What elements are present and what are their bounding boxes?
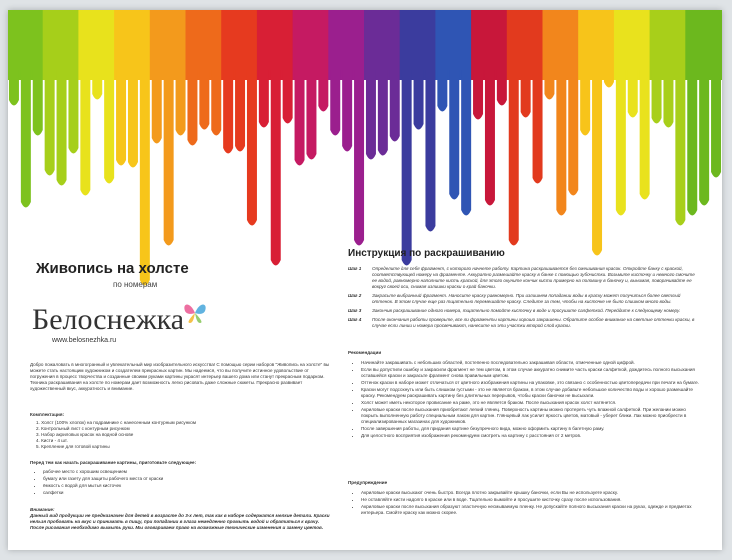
kit-heading: Комплектация: <box>30 412 65 417</box>
paint-drip <box>199 70 209 129</box>
paint-drip <box>663 70 673 127</box>
paint-drip <box>283 70 293 123</box>
step-text: После окончания работы проверьте, все ли фрагменты картины хорошо закрашены. Обратите особое внимание на светлые оттенки краски, в случае если линии и номера просвечивают, нанесите на эти участки второй слой краски. <box>372 317 695 328</box>
paint-drip <box>449 70 459 199</box>
paint-drip <box>295 70 305 165</box>
list-item: • рабочее место с хорошим освещением <box>43 469 326 475</box>
list-item: • бумагу или газету для защиты рабочего места от краски <box>43 476 326 482</box>
paint-band <box>293 10 331 80</box>
warning-note <box>30 507 330 531</box>
paint-drip <box>21 70 31 207</box>
paint-band <box>186 10 224 80</box>
list-item: • Для целостного восприятия изображения рекомендуем смотреть на картину с расстояния от 2 метров. <box>361 433 699 439</box>
paint-drip <box>533 70 543 183</box>
paint-drip <box>425 70 435 231</box>
paint-drip <box>187 70 197 145</box>
paint-band <box>400 10 438 80</box>
recommendations-list <box>354 360 699 440</box>
list-item: • Холст может иметь некоторое провисание на раме, это не является браком. После высыхания красок холст натянется. <box>361 400 699 406</box>
paint-drip <box>164 70 174 245</box>
prep-list <box>36 469 326 497</box>
paint-drip <box>116 70 126 165</box>
step-2 <box>348 293 698 305</box>
paint-drip <box>104 70 114 183</box>
paint-drip <box>247 70 257 225</box>
list-item: 5. Крепление для готовой картины <box>36 444 110 449</box>
paint-drip <box>544 70 554 99</box>
paint-drip <box>318 70 328 111</box>
paint-drip <box>9 70 19 105</box>
paint-drip <box>675 70 685 225</box>
paint-drip <box>568 70 578 195</box>
list-item: • ёмкость с водой для мытья кисточек <box>43 483 326 489</box>
warnings-heading: Предупреждение <box>348 480 388 485</box>
paint-drip <box>140 70 150 285</box>
paint-drip <box>604 70 614 87</box>
paint-band <box>578 10 616 80</box>
list-item: 4. Кисти - 4 шт. <box>36 438 68 443</box>
paint-band <box>328 10 366 80</box>
list-item: • Начинайте закрашивать с небольших областей, постепенно последовательно закрашивая области, отмеченные одной цифрой. <box>361 360 699 366</box>
paint-band <box>364 10 402 80</box>
instructions-title: Инструкция по раскрашиванию <box>348 248 505 259</box>
step-number: Шаг 4 <box>348 317 362 322</box>
note-text: Данный вид продукции не предназначен для детей в возрасте до 3-х лет, так как в наборе содержатся мелкие детали. Краски нельзя пробовать на вкус и принимать в пищу, при попадании в глаза немедленно промыть водой и обратиться к врачу. После рисования необходимо вымыть руки. Мы оговариваем право на возможные технические изменения и замену цветов. <box>30 513 330 530</box>
list-item: • Акриловые краски высыхают очень быстро. Всегда плотно закрывайте крышку баночки, если Вы не используете краску. <box>361 490 699 496</box>
paint-drip <box>235 70 245 151</box>
butterfly-icon <box>182 301 208 325</box>
paint-band <box>78 10 116 80</box>
paint-drip <box>271 70 281 265</box>
paint-band <box>43 10 81 80</box>
step-number: Шаг 2 <box>348 293 362 298</box>
paint-drip <box>699 70 709 205</box>
intro-paragraph: Добро пожаловать в многогранный и увлекательный мир изобразительного искусства! С помощью серии наборов "Живопись на холсте" вы можете стать настоящим художником и создателем прекрасных картин. Мы надеемся, что вы получите истинное удовольствие от погружения в процесс творчества и созданные своими руками картины украсят интерьер вашего дома или станут прекрасным подарком. Техника раскрашивания на холсте по номерам дает возможность легко рисовать даже сложные сюжеты. Прекрасно развивает художественный вкус, аккуратность и внимание. <box>30 362 330 391</box>
paint-drip <box>616 70 626 215</box>
paint-drip <box>628 70 638 117</box>
paint-band <box>150 10 188 80</box>
step-text: Определите для себя фрагмент, с которого начнете работу. Картина раскрашивается без смешивания красок. Откройте банку с краской, соответствующей номеру на фрагменте. Аккуратно размешайте краску в банке с помощью зубочистки. Возьмите кисточку и немного смочите ее водой, равномерно наполните кисть краской, для этого окуните кончик кисти примерно на половину в баночку и, вынимая, поворачивайте ее вокруг своей оси, снимая излишки краски о край баночки. <box>372 266 695 289</box>
paint-band <box>435 10 473 80</box>
paint-drip <box>390 70 400 141</box>
list-item: 1. Холст (100% хлопок) на подрамнике с нанесенным контурным рисунком <box>36 420 197 425</box>
paint-drip <box>176 70 186 135</box>
paint-drip <box>687 70 697 215</box>
steps-list <box>348 266 698 332</box>
paint-band <box>8 10 45 80</box>
paint-drip <box>80 70 90 195</box>
list-item: • Не оставляйте кисти надолго в краске или в воде. Тщательно вымойте и просушите кисточку сразу после использования. <box>361 497 699 503</box>
kit-list <box>36 420 326 450</box>
paint-drip <box>414 70 424 129</box>
paint-drip <box>485 70 495 205</box>
prep-heading: Перед тем как начать раскрашивание картины, приготовьте следующее: <box>30 460 197 465</box>
paint-drip <box>128 70 138 167</box>
step-number: Шаг 3 <box>348 308 362 313</box>
product-subtitle: по номерам <box>113 280 158 289</box>
list-item: • Акриловые краски после высыхания образуют эластичную несмываемую пленку. Не допускайте полного высыхания краски на руках, одежде и предметах интерьера. Смойте краску как можно скорее. <box>361 504 699 516</box>
paint-band <box>543 10 581 80</box>
paint-band <box>221 10 259 80</box>
paint-band <box>114 10 152 80</box>
list-item: • Акриловые краски после высыхания приобретают легкий глянец. Поверхность картины можно протереть чуть влажной салфеткой. При желании можно покрыть выполненную работу специальным лаком для картин. Глянцевый лак усилит яркость цветов, матовый - уберет блики. Лак можно приобрести в специализированных магазинах для художников. <box>361 407 699 425</box>
paint-drip <box>640 70 650 199</box>
paint-drip <box>402 70 412 265</box>
instruction-sheet <box>8 10 722 550</box>
list-item: • Если вы допустили ошибку и закрасили фрагмент не тем цветом, в этом случае аккуратно снимите часть краски салфеткой, дождитесь полного высыхания оставшейся краски и закрасьте фрагмент снова правильным цветом. <box>361 367 699 379</box>
paint-drip <box>33 70 43 135</box>
paint-drip <box>259 70 269 127</box>
brand-logo <box>32 297 262 347</box>
paint-band <box>685 10 722 80</box>
paint-drip <box>497 70 507 105</box>
list-item: 3. Набор акриловых красок на водной основе <box>36 432 134 437</box>
paint-drip <box>354 70 364 245</box>
paint-band <box>471 10 509 80</box>
paint-drip <box>45 70 55 175</box>
paint-drip <box>711 70 721 177</box>
paint-drip <box>652 70 662 123</box>
paint-drip <box>461 70 471 215</box>
note-heading: Внимание: <box>30 507 55 512</box>
paint-drip <box>92 70 102 99</box>
list-item: • салфетки <box>43 490 326 496</box>
paint-drip <box>378 70 388 155</box>
step-number: Шаг 1 <box>348 266 362 271</box>
paint-drip <box>592 70 602 255</box>
paint-band <box>650 10 688 80</box>
step-text: Закрасьте выбранный фрагмент. Наносите краску равномерно. При излишнем попадании воды в краску может получиться более светлый оттенок. В этом случае еще раз тщательно перемешайте краску. Следите за тем, чтобы на кисточке не было слишком много воды. <box>372 293 681 304</box>
paint-band <box>507 10 545 80</box>
paint-drip <box>211 70 221 135</box>
paint-band <box>614 10 652 80</box>
product-title: Живопись на холсте <box>36 260 189 277</box>
paint-drip <box>342 70 352 151</box>
paint-drip <box>366 70 376 159</box>
step-3 <box>348 308 698 314</box>
warnings-list <box>354 490 699 517</box>
paint-drip <box>521 70 531 117</box>
paint-drip <box>580 70 590 135</box>
list-item: • После завершения работы, для придания картине безупречного вида, можно оформить картину в багетную раму. <box>361 426 699 432</box>
step-text: Закончив раскрашивание одного номера, тщательно помойте кисточку в воде и просушите салфеткой. Перейдите к следующему номеру. <box>372 308 681 313</box>
paint-drip <box>68 70 78 153</box>
step-1 <box>348 266 698 290</box>
logo-text: Белоснежка <box>32 303 185 336</box>
paint-drip <box>306 70 316 159</box>
paint-drip <box>330 70 340 135</box>
step-4 <box>348 317 698 329</box>
recommendations-heading: Рекомендации <box>348 350 382 355</box>
paint-drip <box>556 70 566 215</box>
paint-drip <box>223 70 233 153</box>
paint-drip <box>509 70 519 245</box>
list-item: • Оттенок краски в наборе может отличаться от цветного изображения картины на упаковке, это связано с особенностью цветопередачи при печати на бумаге. <box>361 380 699 386</box>
list-item: • Краски могут подсохнуть или быть слишком густыми - это не является браком, в этом случае добавьте небольшое количество воды и хорошо размешайте краску. Рекомендуем раскрашивать картину без длительных перерывов, чтобы краски баночки не высыхали. <box>361 387 699 399</box>
paint-band <box>257 10 295 80</box>
paint-drip <box>57 70 67 185</box>
website-url: www.belosnezhka.ru <box>52 337 117 344</box>
paint-drip <box>152 70 162 143</box>
list-item: 2. Контрольный лист с контурным рисунком <box>36 426 130 431</box>
paint-drip <box>473 70 483 119</box>
paint-drip <box>437 70 447 111</box>
